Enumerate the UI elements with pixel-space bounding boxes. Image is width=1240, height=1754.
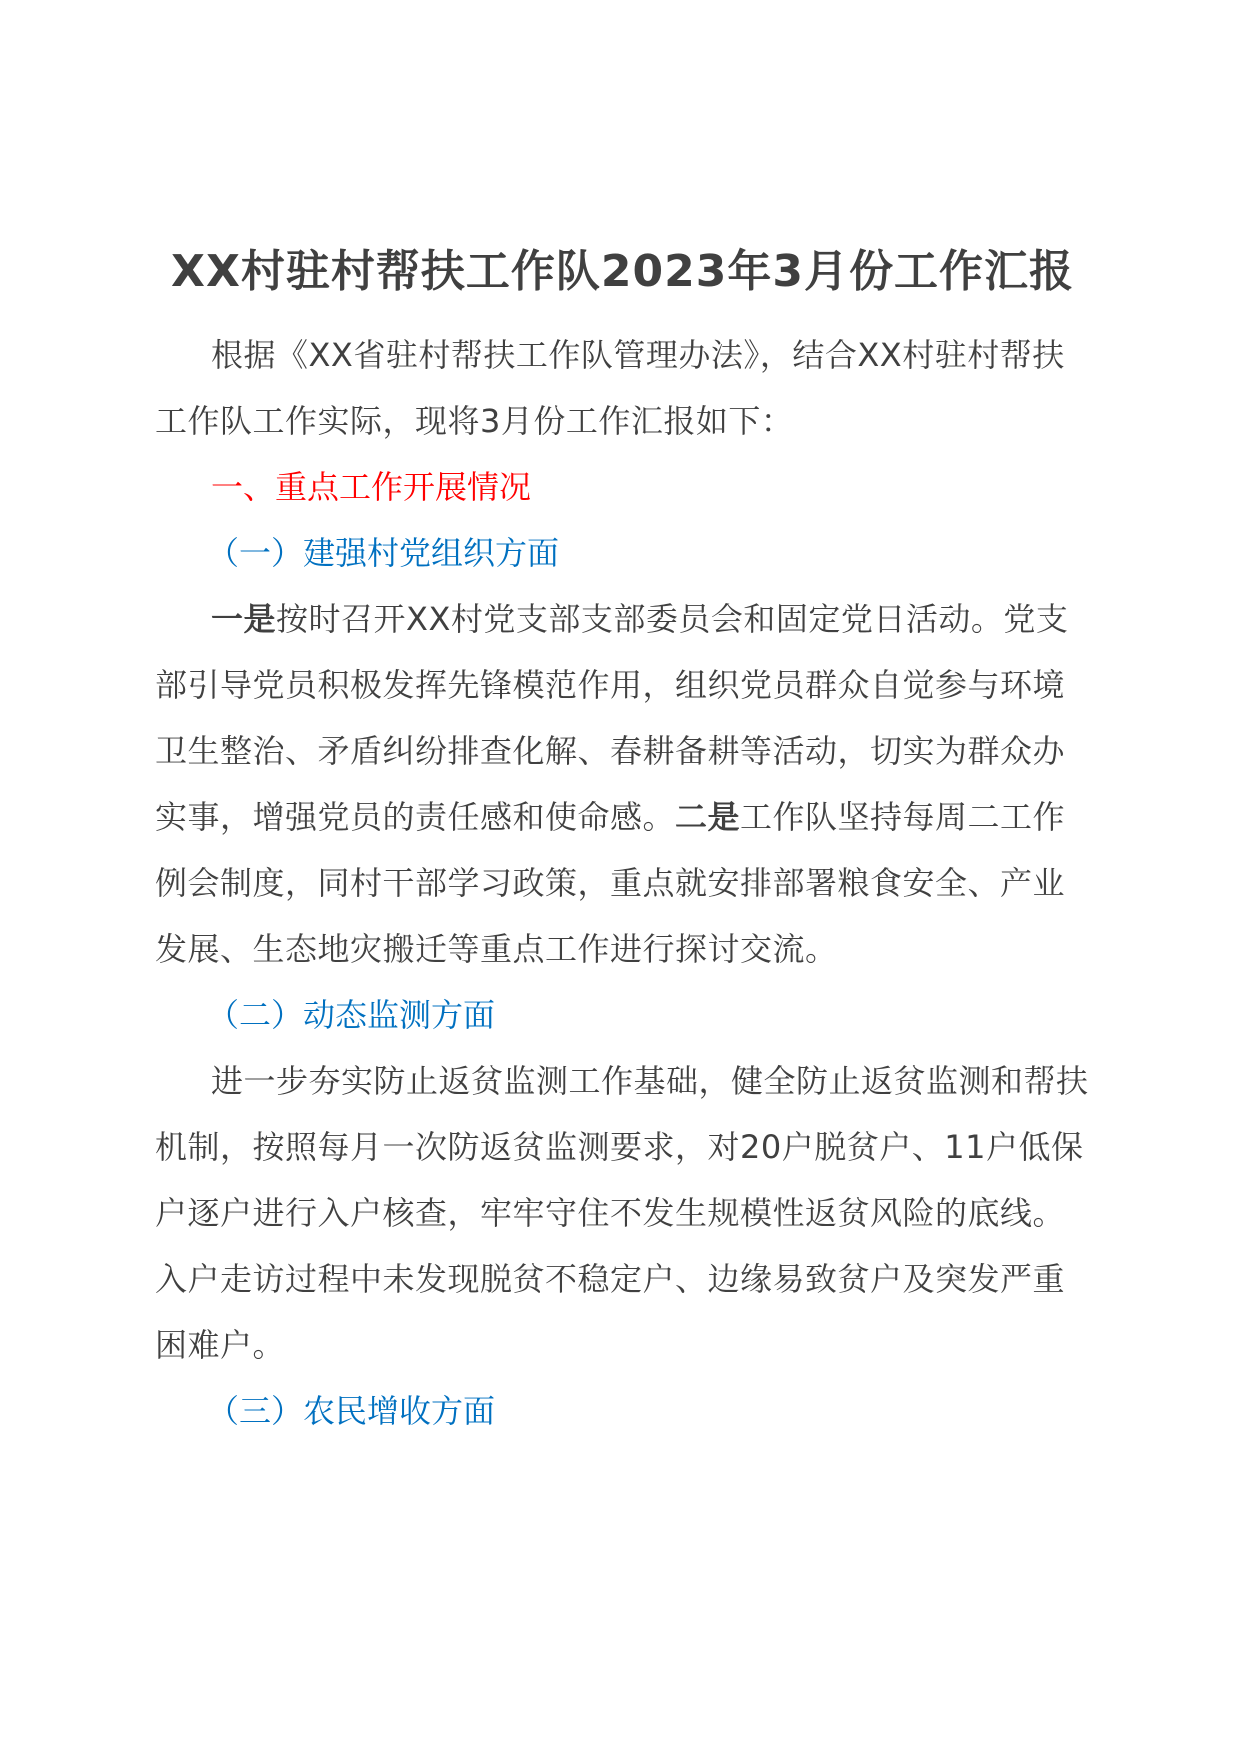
subsection-heading-2: （二）动态监测方面: [207, 996, 496, 1034]
subsection-2-paragraph: 进一步夯实防止返贫监测工作基础，健全防止返贫监测和帮扶机制，按照每月一次防返贫监测要求，对20户脱贫户、11户低保户逐户进行入户核查，牢牢守住不发生规模性返贫风险的底线。入户走访过程中未发现脱贫不稳定户、边缘易致贫户及突发严重困难户。: [155, 1062, 1089, 1364]
lead-label-1: 一是: [211, 600, 277, 638]
subsection-heading-1: （一）建强村党组织方面: [207, 534, 560, 572]
paragraph-text-1: 按时召开XX村党支部支部委员会和固定党日活动。党支部引导党员积极发挥先锋模范作用，组织党员群众自觉参与环境卫生整治、矛盾纠纷排查化解、春耕备耕等活动，切实为群众办实事，增强党员的责任感和使命感。: [155, 600, 1069, 836]
section-heading-1: 一、重点工作开展情况: [211, 468, 532, 506]
document-page: [155, 240, 1090, 1444]
subsection-heading-3: （三）农民增收方面: [207, 1392, 496, 1430]
intro-paragraph: 根据《XX省驻村帮扶工作队管理办法》，结合XX村驻村帮扶工作队工作实际，现将3月份工作汇报如下：: [155, 336, 1065, 440]
paragraph-text-2: 工作队坚持每周二工作例会制度，同村干部学习政策，重点就安排部署粮食安全、产业发展、生态地灾搬迁等重点工作进行探讨交流。: [155, 798, 1066, 968]
document-title: XX村驻村帮扶工作队2023年3月份工作汇报: [171, 246, 1074, 297]
lead-label-2: 二是: [675, 798, 741, 836]
subsection-1-paragraph: [155, 586, 1090, 982]
